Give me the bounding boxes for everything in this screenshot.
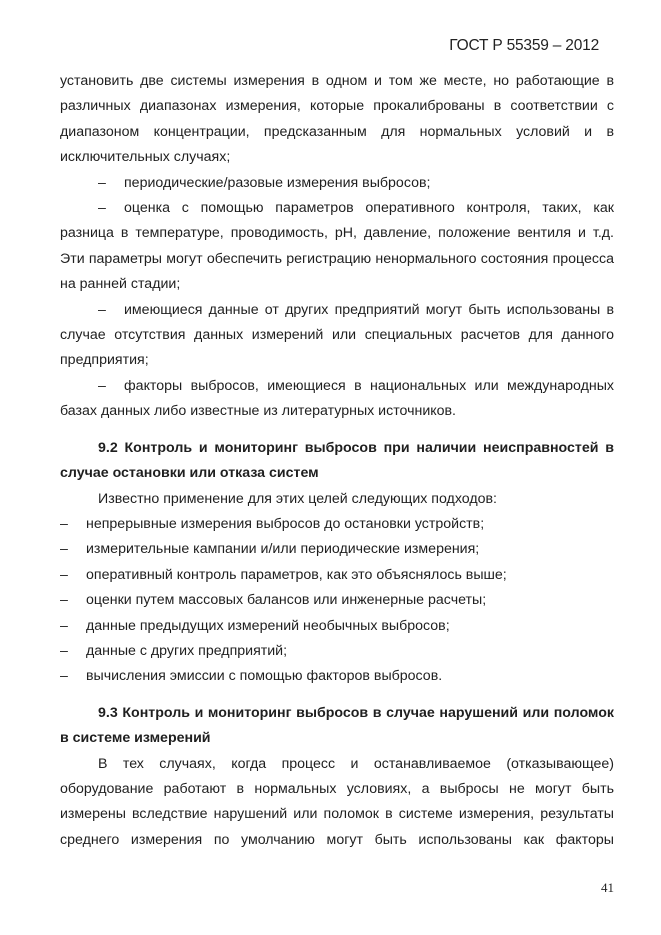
list-item xyxy=(60,171,614,196)
list-item-text: оценки путем массовых балансов или инженерные расчеты; xyxy=(86,592,487,609)
dash-marker: – xyxy=(98,174,106,191)
document-body xyxy=(60,69,614,853)
dash-marker: – xyxy=(98,301,106,318)
section-heading-9-2: 9.2 Контроль и мониторинг выбросов при наличии неисправностей в случае остановки или отказа систем xyxy=(60,439,614,482)
document-code: ГОСТ Р 55359 – 2012 xyxy=(449,37,599,54)
section-paragraph: В тех случаях, когда процесс и останавливаемое (отказывающее) оборудование работают в нормальных условиях, а выбросы не могут быть измерены вследствие нарушений или поломок в системе измерения, результаты среднего измерения по умолчанию могут быть использованы как факторы xyxy=(60,755,614,848)
dash-marker: – xyxy=(60,566,68,583)
list-item-text: периодические/разовые измерения выбросов; xyxy=(124,174,431,191)
list-item-text: непрерывные измерения выбросов до остановки устройств; xyxy=(86,515,485,532)
paragraph-continuation: установить две системы измерения в одном и том же месте, но работающие в различных диапазонах измерения, которые прокалиброваны в соответствии с диапазоном концентрации, предсказанным для нормальных условий и в исключительных случаях; xyxy=(60,73,614,166)
list-item xyxy=(60,639,614,664)
page-number: 41 xyxy=(601,880,614,895)
list-item xyxy=(60,588,614,613)
list-item-text: оценка с помощью параметров оперативного контроля, таких, как разница в температуре, проводимость, pH, давление, положение вентиля и т.д. Эти параметры могут обеспечить регистрацию ненормального состояния процесса на ранней стадии; xyxy=(60,200,614,293)
section-intro: Известно применение для этих целей следующих подходов: xyxy=(98,490,497,507)
dash-marker: – xyxy=(60,541,68,558)
list-item xyxy=(60,512,614,537)
list-item-text: факторы выбросов, имеющиеся в национальных или международных базах данных либо известные из литературных источников. xyxy=(60,377,614,420)
list-item xyxy=(60,298,614,374)
section-heading-9-3: 9.3 Контроль и мониторинг выбросов в случае нарушений или поломок в системе измерений xyxy=(60,704,614,747)
list-item-text: данные с других предприятий; xyxy=(86,642,288,659)
list-item-text: оперативный контроль параметров, как это объяснялось выше; xyxy=(86,566,507,583)
list-item-text: имеющиеся данные от других предприятий могут быть использованы в случае отсутствия данных измерений или специальных расчетов для данного предприятия; xyxy=(60,301,614,369)
list-item xyxy=(60,664,614,689)
dash-marker: – xyxy=(60,668,68,685)
dash-marker: – xyxy=(60,642,68,659)
list-item-text: вычисления эмиссии с помощью факторов выбросов. xyxy=(86,668,443,685)
dash-marker: – xyxy=(60,592,68,609)
list-item xyxy=(60,614,614,639)
dash-marker: – xyxy=(60,617,68,634)
list-item-text: измерительные кампании и/или периодические измерения; xyxy=(86,541,480,558)
dash-marker: – xyxy=(60,515,68,532)
list-item-text: данные предыдущих измерений необычных выбросов; xyxy=(86,617,450,634)
list-item xyxy=(60,563,614,588)
dash-marker: – xyxy=(98,200,106,217)
list-item xyxy=(60,537,614,562)
list-item xyxy=(60,374,614,425)
dash-marker: – xyxy=(98,377,106,394)
list-item xyxy=(60,196,614,298)
